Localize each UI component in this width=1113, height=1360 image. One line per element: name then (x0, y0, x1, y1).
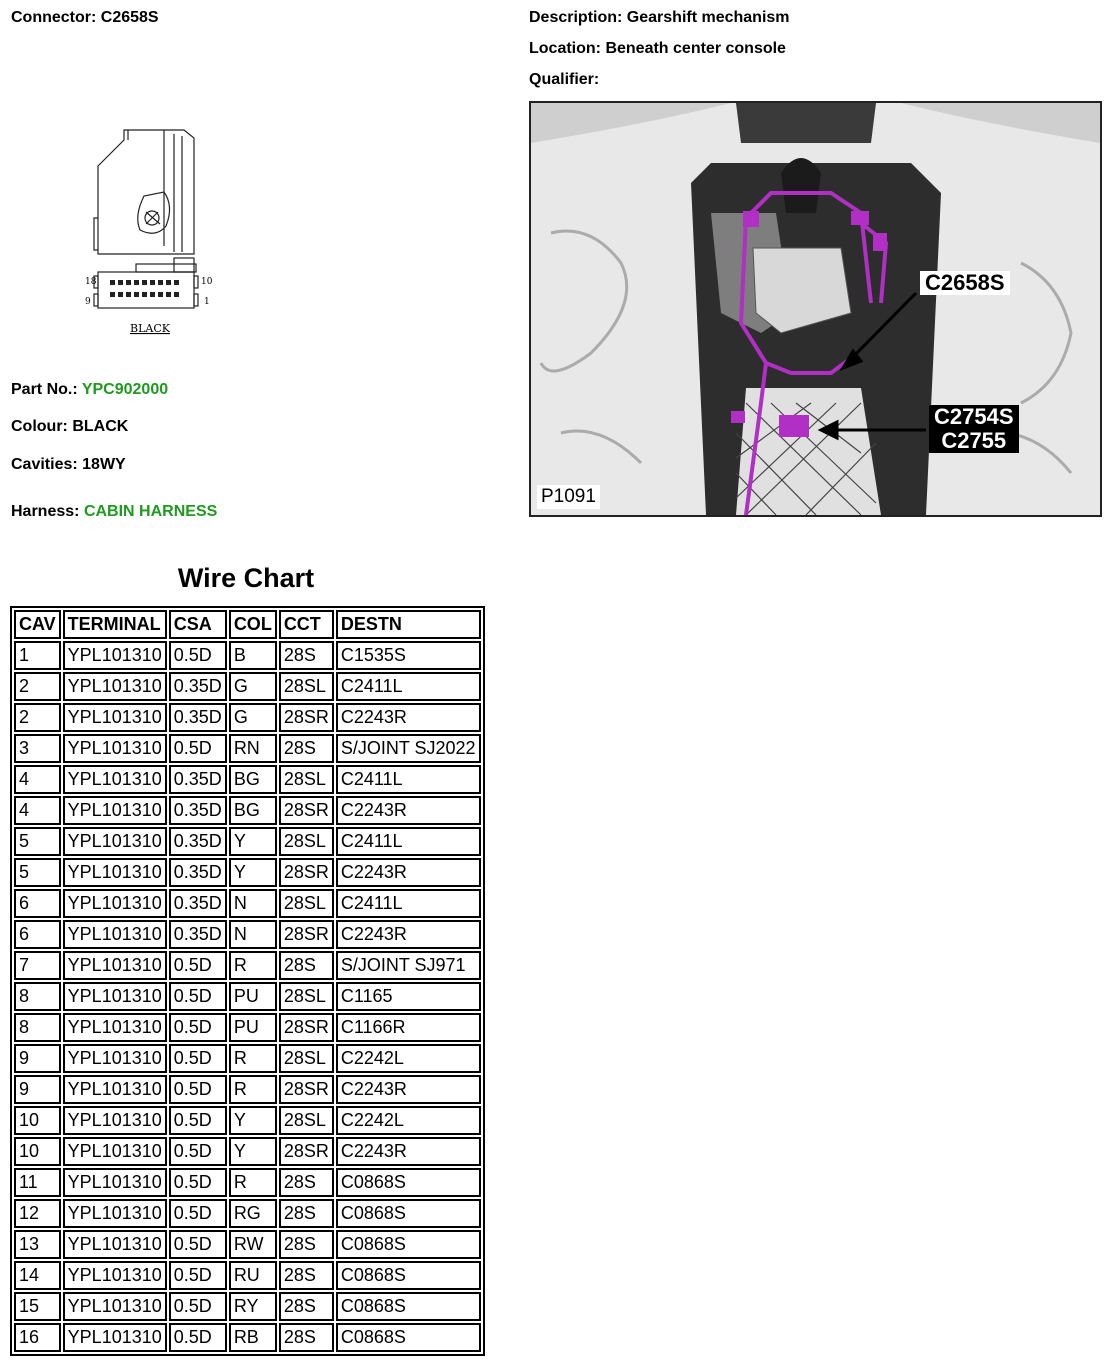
table-cell-col: RW (229, 1230, 277, 1259)
table-cell-cct: 28S (279, 641, 334, 670)
table-row (14, 1323, 481, 1352)
column-header: CAV (14, 610, 61, 639)
table-row (14, 1013, 481, 1042)
colour-label: Colour: (11, 418, 68, 435)
table-cell-terminal: YPL101310 (63, 672, 167, 701)
table-cell-csa: 0.35D (169, 920, 227, 949)
table-cell-csa: 0.35D (169, 889, 227, 918)
table-row (14, 1199, 481, 1228)
table-cell-destn: C2242L (336, 1044, 481, 1073)
callout-c2754s-c2755 (929, 405, 1019, 453)
table-cell-csa: 0.5D (169, 1323, 227, 1352)
table-row (14, 1168, 481, 1197)
table-cell-destn: C2411L (336, 765, 481, 794)
wire-chart-table (10, 606, 485, 1356)
table-cell-destn: C2242L (336, 1106, 481, 1135)
table-cell-csa: 0.5D (169, 641, 227, 670)
location-line (529, 40, 786, 58)
callout-c2754s: C2754S (934, 404, 1014, 429)
table-cell-cav: 10 (14, 1106, 61, 1135)
table-cell-csa: 0.5D (169, 1106, 227, 1135)
table-cell-col: Y (229, 1137, 277, 1166)
table-cell-col: N (229, 889, 277, 918)
part-number-label: Part No.: (11, 381, 78, 398)
table-cell-terminal: YPL101310 (63, 1230, 167, 1259)
table-cell-destn: C0868S (336, 1292, 481, 1321)
table-cell-destn: C2243R (336, 858, 481, 887)
harness-line (11, 503, 217, 521)
table-cell-cct: 28SR (279, 796, 334, 825)
table-cell-cav: 3 (14, 734, 61, 763)
cavities-value: 18WY (82, 456, 126, 473)
location-photo (529, 101, 1102, 517)
connector-diagram (84, 126, 219, 338)
table-cell-cav: 8 (14, 982, 61, 1011)
table-cell-col: PU (229, 982, 277, 1011)
table-cell-cct: 28SR (279, 1013, 334, 1042)
table-cell-csa: 0.5D (169, 951, 227, 980)
table-cell-csa: 0.35D (169, 858, 227, 887)
table-cell-terminal: YPL101310 (63, 703, 167, 732)
table-cell-col: BG (229, 765, 277, 794)
table-cell-cav: 10 (14, 1137, 61, 1166)
table-row (14, 827, 481, 856)
cavities-line (11, 456, 126, 474)
table-cell-cct: 28S (279, 1292, 334, 1321)
connector-value: C2658S (100, 9, 159, 26)
table-cell-col: RY (229, 1292, 277, 1321)
table-cell-terminal: YPL101310 (63, 734, 167, 763)
table-cell-csa: 0.5D (169, 1199, 227, 1228)
table-cell-col: R (229, 1168, 277, 1197)
table-cell-cct: 28S (279, 734, 334, 763)
part-number-line (11, 381, 168, 399)
table-cell-csa: 0.5D (169, 734, 227, 763)
table-cell-csa: 0.35D (169, 765, 227, 794)
table-cell-csa: 0.35D (169, 703, 227, 732)
table-cell-cct: 28SL (279, 889, 334, 918)
table-cell-cct: 28SL (279, 827, 334, 856)
table-cell-destn: C2243R (336, 1075, 481, 1104)
table-cell-cct: 28SL (279, 672, 334, 701)
table-cell-destn: C2411L (336, 889, 481, 918)
table-cell-destn: C0868S (336, 1261, 481, 1290)
table-row (14, 734, 481, 763)
table-row (14, 889, 481, 918)
table-cell-terminal: YPL101310 (63, 1199, 167, 1228)
table-cell-cav: 6 (14, 889, 61, 918)
table-cell-terminal: YPL101310 (63, 1013, 167, 1042)
table-cell-cct: 28SR (279, 1075, 334, 1104)
table-cell-terminal: YPL101310 (63, 1323, 167, 1352)
table-cell-col: BG (229, 796, 277, 825)
table-cell-col: R (229, 1044, 277, 1073)
qualifier-label: Qualifier: (529, 71, 600, 88)
column-header: DESTN (336, 610, 481, 639)
table-row (14, 1230, 481, 1259)
location-label: Location: (529, 40, 601, 57)
table-row (14, 920, 481, 949)
table-cell-cct: 28SR (279, 1137, 334, 1166)
table-cell-col: PU (229, 1013, 277, 1042)
cavities-label: Cavities: (11, 456, 78, 473)
photo-reference: P1091 (537, 485, 600, 509)
column-header: TERMINAL (63, 610, 167, 639)
table-cell-col: N (229, 920, 277, 949)
table-cell-terminal: YPL101310 (63, 889, 167, 918)
table-cell-cct: 28SR (279, 703, 334, 732)
column-header: CSA (169, 610, 227, 639)
table-cell-csa: 0.5D (169, 1075, 227, 1104)
table-cell-cav: 6 (14, 920, 61, 949)
pin-label-top-right: 10 (201, 277, 213, 287)
harness-link[interactable]: CABIN HARNESS (83, 503, 218, 520)
table-cell-col: R (229, 951, 277, 980)
table-cell-terminal: YPL101310 (63, 920, 167, 949)
table-cell-cav: 5 (14, 858, 61, 887)
table-cell-cav: 12 (14, 1199, 61, 1228)
table-cell-cav: 13 (14, 1230, 61, 1259)
table-cell-cct: 28S (279, 1323, 334, 1352)
table-cell-csa: 0.5D (169, 1044, 227, 1073)
colour-value: BLACK (72, 418, 129, 435)
table-cell-destn: C0868S (336, 1323, 481, 1352)
diagram-colour-text: BLACK (130, 322, 170, 335)
table-cell-terminal: YPL101310 (63, 641, 167, 670)
table-cell-col: G (229, 703, 277, 732)
vehicle-floor-illustration (531, 103, 1100, 515)
table-cell-cav: 9 (14, 1075, 61, 1104)
table-cell-destn: C1166R (336, 1013, 481, 1042)
description-line (529, 9, 790, 27)
table-cell-col: Y (229, 1106, 277, 1135)
table-cell-terminal: YPL101310 (63, 858, 167, 887)
table-cell-cav: 1 (14, 641, 61, 670)
table-cell-terminal: YPL101310 (63, 1106, 167, 1135)
table-cell-destn: C2243R (336, 703, 481, 732)
table-cell-cav: 16 (14, 1323, 61, 1352)
table-cell-csa: 0.5D (169, 1168, 227, 1197)
table-cell-destn: C2243R (336, 1137, 481, 1166)
table-cell-destn: S/JOINT SJ971 (336, 951, 481, 980)
part-number-link[interactable]: YPC902000 (81, 381, 169, 398)
table-cell-destn: C0868S (336, 1199, 481, 1228)
table-cell-csa: 0.5D (169, 1292, 227, 1321)
colour-line (11, 418, 128, 436)
pin-label-top-left: 18 (85, 277, 97, 287)
table-cell-destn: C2411L (336, 827, 481, 856)
table-cell-cct: 28SL (279, 765, 334, 794)
table-cell-cct: 28SL (279, 982, 334, 1011)
table-cell-cct: 28SL (279, 1106, 334, 1135)
table-cell-csa: 0.35D (169, 827, 227, 856)
table-cell-cav: 2 (14, 672, 61, 701)
table-cell-terminal: YPL101310 (63, 1044, 167, 1073)
table-cell-destn: C2411L (336, 672, 481, 701)
table-cell-col: RG (229, 1199, 277, 1228)
harness-label: Harness: (11, 503, 80, 520)
table-cell-csa: 0.5D (169, 1137, 227, 1166)
table-cell-csa: 0.5D (169, 982, 227, 1011)
table-cell-cct: 28SR (279, 858, 334, 887)
table-cell-terminal: YPL101310 (63, 827, 167, 856)
table-cell-terminal: YPL101310 (63, 1075, 167, 1104)
table-cell-col: G (229, 672, 277, 701)
table-cell-cav: 2 (14, 703, 61, 732)
table-cell-csa: 0.5D (169, 1230, 227, 1259)
table-cell-cav: 8 (14, 1013, 61, 1042)
table-cell-cav: 11 (14, 1168, 61, 1197)
table-row (14, 703, 481, 732)
pin-label-bottom-left: 9 (85, 297, 91, 307)
table-row (14, 1137, 481, 1166)
wire-chart-header-row (14, 610, 481, 639)
table-row (14, 641, 481, 670)
table-cell-cct: 28S (279, 1230, 334, 1259)
table-cell-terminal: YPL101310 (63, 1261, 167, 1290)
table-cell-col: B (229, 641, 277, 670)
table-cell-terminal: YPL101310 (63, 796, 167, 825)
table-cell-col: R (229, 1075, 277, 1104)
table-row (14, 1106, 481, 1135)
table-cell-destn: C2243R (336, 796, 481, 825)
wire-chart-title: Wire Chart (177, 563, 315, 593)
table-cell-csa: 0.5D (169, 1261, 227, 1290)
table-cell-col: RU (229, 1261, 277, 1290)
table-cell-cav: 7 (14, 951, 61, 980)
table-cell-cav: 4 (14, 796, 61, 825)
table-row (14, 858, 481, 887)
table-cell-cct: 28S (279, 1199, 334, 1228)
table-cell-cct: 28S (279, 1261, 334, 1290)
table-cell-cct: 28S (279, 1168, 334, 1197)
table-cell-destn: C2243R (336, 920, 481, 949)
table-cell-terminal: YPL101310 (63, 1168, 167, 1197)
description-label: Description: (529, 9, 623, 26)
table-row (14, 1261, 481, 1290)
table-cell-cav: 5 (14, 827, 61, 856)
column-header: CCT (279, 610, 334, 639)
location-value: Beneath center console (605, 40, 786, 57)
table-row (14, 951, 481, 980)
connector-line (11, 9, 159, 27)
table-cell-csa: 0.5D (169, 1013, 227, 1042)
description-value: Gearshift mechanism (626, 9, 790, 26)
table-cell-terminal: YPL101310 (63, 1137, 167, 1166)
table-cell-cav: 9 (14, 1044, 61, 1073)
table-cell-cct: 28SR (279, 920, 334, 949)
table-cell-csa: 0.35D (169, 672, 227, 701)
table-cell-cav: 4 (14, 765, 61, 794)
callout-c2658s: C2658S (920, 271, 1010, 295)
table-cell-terminal: YPL101310 (63, 1292, 167, 1321)
table-cell-col: RB (229, 1323, 277, 1352)
callout-c2755: C2755 (941, 428, 1007, 453)
table-row (14, 672, 481, 701)
connector-label: Connector: (11, 9, 97, 26)
pin-label-bottom-right: 1 (204, 297, 210, 307)
table-cell-destn: C1165 (336, 982, 481, 1011)
table-cell-cav: 14 (14, 1261, 61, 1290)
table-cell-col: RN (229, 734, 277, 763)
wire-chart-body (14, 641, 481, 1352)
table-cell-destn: C0868S (336, 1230, 481, 1259)
table-row (14, 1075, 481, 1104)
table-cell-destn: C0868S (336, 1168, 481, 1197)
qualifier-line (529, 71, 599, 89)
table-row (14, 765, 481, 794)
table-cell-col: Y (229, 827, 277, 856)
table-cell-col: Y (229, 858, 277, 887)
table-row (14, 1292, 481, 1321)
table-cell-destn: C1535S (336, 641, 481, 670)
table-cell-terminal: YPL101310 (63, 765, 167, 794)
table-row (14, 982, 481, 1011)
table-cell-cav: 15 (14, 1292, 61, 1321)
table-row (14, 1044, 481, 1073)
table-cell-terminal: YPL101310 (63, 951, 167, 980)
table-row (14, 796, 481, 825)
table-cell-cct: 28S (279, 951, 334, 980)
table-cell-csa: 0.35D (169, 796, 227, 825)
table-cell-terminal: YPL101310 (63, 982, 167, 1011)
table-cell-cct: 28SL (279, 1044, 334, 1073)
table-cell-destn: S/JOINT SJ2022 (336, 734, 481, 763)
column-header: COL (229, 610, 277, 639)
